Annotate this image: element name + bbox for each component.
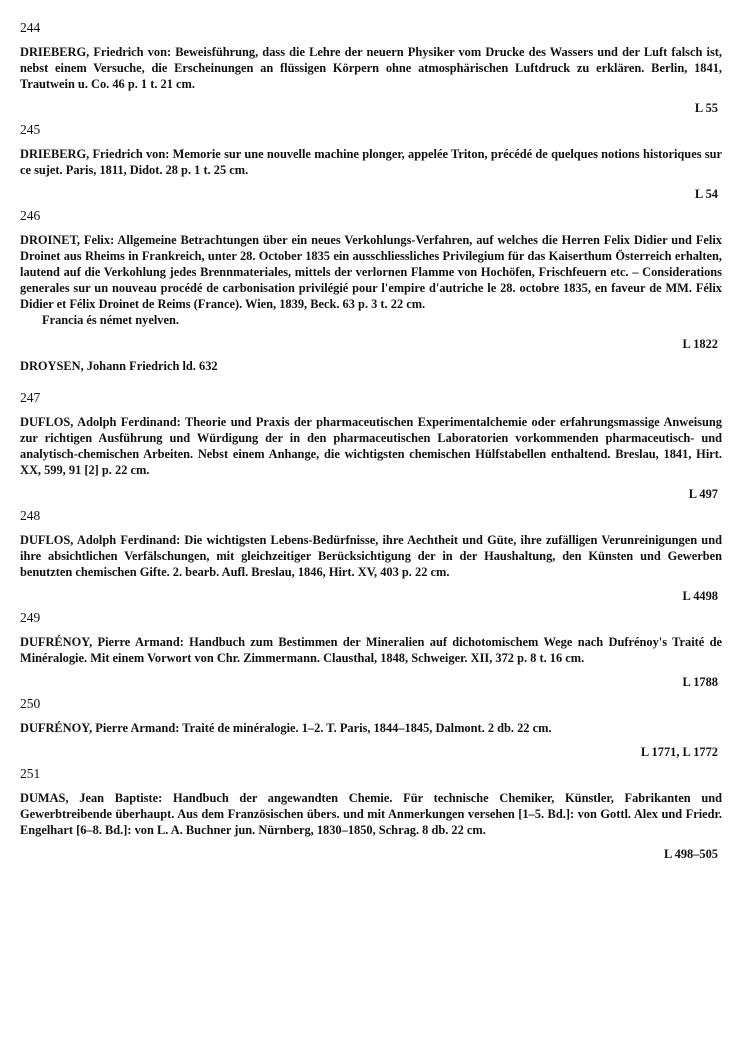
shelf-mark: L 55 bbox=[694, 101, 718, 115]
author-name: DUFRÉNOY bbox=[20, 635, 90, 649]
catalogue-entry bbox=[20, 610, 722, 690]
shelf-mark: L 1771, L 1772 bbox=[640, 745, 718, 759]
author-name: DUMAS bbox=[20, 791, 66, 805]
shelf-mark: L 4498 bbox=[682, 589, 718, 603]
author-name: DROYSEN bbox=[20, 359, 81, 373]
entry-number: 247 bbox=[20, 390, 41, 405]
catalogue-entry bbox=[20, 20, 722, 116]
entry-text bbox=[20, 232, 722, 312]
author-name: DRIEBERG bbox=[20, 45, 87, 59]
catalogue-entry bbox=[20, 766, 722, 862]
entry-body: , Jean Baptiste: Handbuch der angewandten Chemie. Für technische Chemiker, Künstler, Fabrikanten und Gewerbtreibende überhaupt. Aus dem Französischen übers. und mit Anmerkungen versehen [1–5. Bd.]: von Gottl. Alex und Friedr. Engelhart [6–8. Bd.]: von L. A. Buchner jun. Nürnberg, 1830–1850, Schrag. 8 db. 22 cm. bbox=[20, 791, 722, 837]
entry-number: 250 bbox=[20, 696, 41, 711]
cross-reference bbox=[20, 358, 722, 374]
entry-note: Francia és német nyelven. bbox=[42, 313, 179, 327]
entry-body: , Adolph Ferdinand: Die wichtigsten Lebens-Bedürfnisse, ihre Aechtheit und Güte, ihre zufälligen Verunreinigungen und ihre absichtlichen Verfälschungen, mit gleichzeitiger Berücksichtigung der in der Haushaltung, den Künsten und Gewerben benutzten chemischen Gifte. 2. bearb. Aufl. Breslau, 1846, Hirt. XV, 403 p. 22 cm. bbox=[20, 533, 722, 579]
shelf-mark: L 1822 bbox=[682, 337, 718, 351]
entry-body: , Felix: Allgemeine Betrachtungen über ein neues Verkohlungs-Verfahren, auf welches die Herren Felix Didier und Felix Droinet aus Rheims in Frankreich, unter 28. October 1835 ein ausschliessliches Privilegium für das Kaiserthum Österreich erhalten, lautend auf die Verkohlung jedes Brennmateriales, mittels der verlornen Flamme von Hochöfen, Frischfeuern etc. – Considerations generales sur un nouveau procédé de carbonisation privilégié pour l'empire d'autriche le 28. octobre 1835, en faveur de MM. Félix Didier et Félix Droinet de Reims (France). Wien, 1839, Beck. 63 p. 3 t. 22 cm. bbox=[20, 233, 722, 311]
catalogue-entry bbox=[20, 122, 722, 202]
catalogue-page bbox=[20, 20, 722, 868]
entry-number: 244 bbox=[20, 20, 41, 35]
catalogue-entry bbox=[20, 390, 722, 502]
entry-text bbox=[20, 790, 722, 838]
catalogue-entry bbox=[20, 208, 722, 352]
author-name: DROINET bbox=[20, 233, 77, 247]
entry-body: , Pierre Armand: Handbuch zum Bestimmen der Mineralien auf dichotomischem Wege nach Dufrénoy's Traité de Minéralogie. Mit einem Vorwort von Chr. Zimmermann. Clausthal, 1848, Schweiger. XII, 372 p. 8 t. 16 cm. bbox=[20, 635, 722, 665]
xref-body: , Johann Friedrich ld. 632 bbox=[80, 359, 218, 373]
catalogue-entry bbox=[20, 696, 722, 760]
author-name: DUFLOS bbox=[20, 415, 71, 429]
entry-text bbox=[20, 720, 722, 736]
entry-text bbox=[20, 146, 722, 178]
entry-text bbox=[20, 414, 722, 478]
entry-number: 248 bbox=[20, 508, 41, 523]
entry-number: 251 bbox=[20, 766, 41, 781]
entry-number: 245 bbox=[20, 122, 41, 137]
author-name: DUFRÉNOY bbox=[20, 721, 90, 735]
entry-number: 249 bbox=[20, 610, 41, 625]
entry-body: , Pierre Armand: Traité de minéralogie. 1–2. T. Paris, 1844–1845, Dalmont. 2 db. 22 cm. bbox=[89, 721, 552, 735]
entry-text bbox=[20, 634, 722, 666]
shelf-mark: L 1788 bbox=[682, 675, 718, 689]
shelf-mark: L 497 bbox=[688, 487, 718, 501]
entry-body: , Friedrich von: Memorie sur une nouvelle machine plonger, appelée Triton, précédé de quelques notions historiques sur ce sujet. Paris, 1811, Didot. 28 p. 1 t. 25 cm. bbox=[20, 147, 722, 177]
author-name: DUFLOS bbox=[20, 533, 71, 547]
shelf-mark: L 54 bbox=[694, 187, 718, 201]
catalogue-entry bbox=[20, 508, 722, 604]
author-name: DRIEBERG bbox=[20, 147, 87, 161]
entry-text bbox=[20, 532, 722, 580]
entry-text bbox=[20, 44, 722, 92]
entry-number: 246 bbox=[20, 208, 41, 223]
entry-body: , Friedrich von: Beweisführung, dass die Lehre der neuern Physiker vom Drucke des Wassers und der Luft falsch ist, nebst einem Versuche, die Erscheinungen an flüssigen Körpern ohne atmosphärischen Luftdruck zu erklären. Berlin, 1841, Trautwein u. Co. 46 p. 1 t. 21 cm. bbox=[20, 45, 722, 91]
shelf-mark: L 498–505 bbox=[663, 847, 718, 861]
entry-body: , Adolph Ferdinand: Theorie und Praxis der pharmaceutischen Experimentalchemie oder erfahrungsmassige Anweisung zur richtigen Ausführung und Würdigung der in den pharmaceutischen Laboratorien vorkommenden pharmaceutisch- und analytisch-chemischen Arbeiten. Nebst einem Anhange, die wichtigsten chemischen Hülfstabellen enthaltend. Breslau, 1841, Hirt. XX, 599, 91 [2] p. 22 cm. bbox=[20, 415, 722, 477]
